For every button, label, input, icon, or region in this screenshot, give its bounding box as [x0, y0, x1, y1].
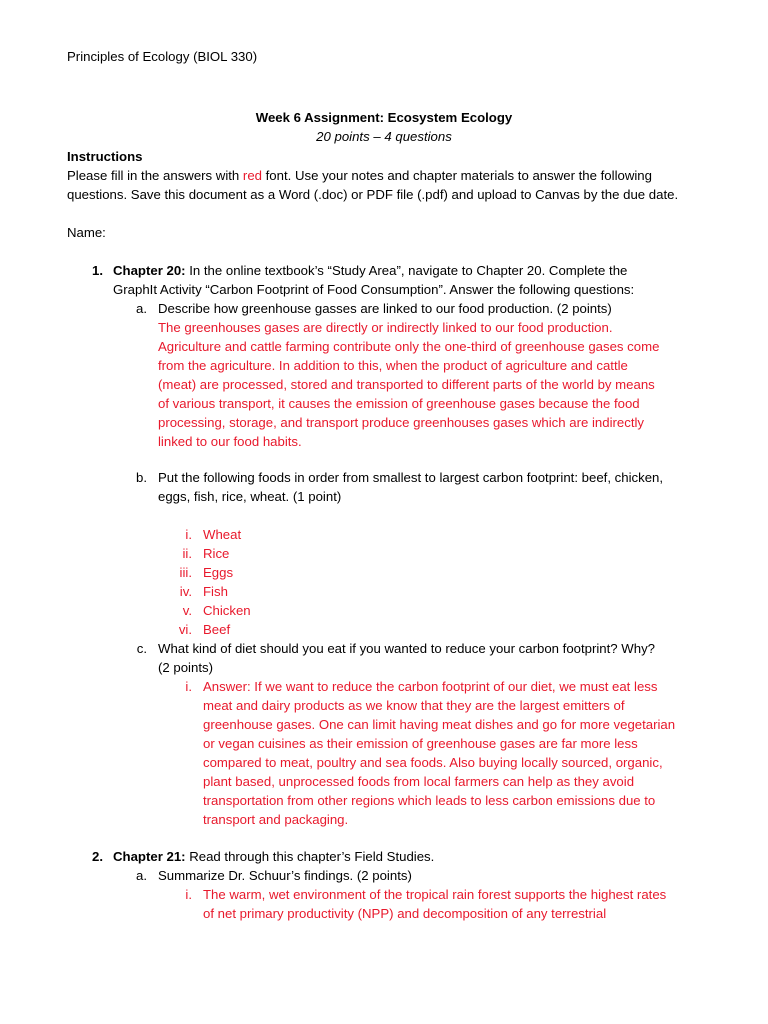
q1b-question-line-1: Put the following foods in order from smallest to largest carbon footprint: beef, chicken, — [158, 470, 664, 485]
q1b-question-line-2: eggs, fish, rice, wheat. (1 point) — [158, 489, 342, 504]
q1b-answer-3: Eggs — [203, 565, 234, 580]
q2a-answer-marker: i. — [185, 887, 192, 902]
instructions-line-1-pre: Please fill in the answers with — [67, 168, 243, 183]
q1c-question-line-2: (2 points) — [158, 660, 213, 675]
q1c-answer-line-7: transportation from other regions which leads to less carbon emissions due to — [203, 793, 656, 808]
q2a-marker: a. — [136, 868, 147, 883]
q1-number: 1. — [92, 263, 103, 278]
assignment-subtitle: 20 points – 4 questions — [316, 129, 452, 144]
q1b-answer-2: Rice — [203, 546, 230, 561]
q1b-answer-marker-3: iii. — [179, 565, 192, 580]
q1b-answer-5: Chicken — [203, 603, 251, 618]
q1c-marker: c. — [136, 641, 147, 656]
q2-number: 2. — [92, 849, 103, 864]
q1c-answer-marker: i. — [185, 679, 192, 694]
q1b-answer-marker-1: i. — [185, 527, 192, 542]
q1c-answer-line-4: or vegan cuisines as their emission of greenhouse gases are far more less — [203, 736, 638, 751]
instructions-line-2: questions. Save this document as a Word (.doc) or PDF file (.pdf) and upload to Canvas by the due date. — [67, 187, 679, 202]
instructions-line-1 — [67, 166, 652, 185]
q1-chapter-label: Chapter 20: — [113, 263, 186, 278]
q2a-answer-line-2: of net primary productivity (NPP) and decomposition of any terrestrial — [203, 906, 607, 921]
q1a-answer-line-4: (meat) are processed, stored and transported to different parts of the world by means — [158, 377, 655, 392]
instructions-line-1-post: font. Use your notes and chapter materials to answer the following — [261, 168, 652, 183]
q1a-answer-line-3: from the agriculture. In addition to this, when the product of agriculture and cattle — [158, 358, 628, 373]
q2-line-1 — [113, 847, 434, 866]
instructions-red-word: red — [242, 168, 262, 183]
name-label: Name: — [67, 225, 106, 240]
q1b-answer-4: Fish — [203, 584, 228, 599]
q1b-marker: b. — [136, 470, 147, 485]
course-header: Principles of Ecology (BIOL 330) — [67, 49, 258, 64]
q1-line-2: GraphIt Activity “Carbon Footprint of Food Consumption”. Answer the following questions: — [113, 282, 635, 297]
q2-chapter-label: Chapter 21: — [113, 849, 186, 864]
q2-line-1-text: Read through this chapter’s Field Studies. — [185, 849, 435, 864]
q1a-question: Describe how greenhouse gasses are linked to our food production. (2 points) — [158, 301, 612, 316]
q1c-question-line-1: What kind of diet should you eat if you wanted to reduce your carbon footprint? Why? — [158, 641, 656, 656]
q1b-answer-marker-4: iv. — [179, 584, 192, 599]
q1b-answer-6: Beef — [203, 622, 231, 637]
q1a-answer-line-7: linked to our food habits. — [158, 434, 302, 449]
q1c-answer-line-6: plant based, unprocessed foods from local farmers can help as they avoid — [203, 774, 635, 789]
instructions-heading: Instructions — [67, 149, 143, 164]
q1c-answer-line-3: greenhouse gases. One can limit having meat dishes and go for more vegetarian — [203, 717, 676, 732]
assignment-title: Week 6 Assignment: Ecosystem Ecology — [255, 110, 513, 125]
q1c-answer-line-5: compared to meat, poultry and sea foods. Also buying locally sourced, organic, — [203, 755, 663, 770]
q1c-answer-line-2: meat and dairy products as we know that they are the largest emitters of — [203, 698, 625, 713]
q2a-answer-line-1: The warm, wet environment of the tropical rain forest supports the highest rates — [203, 887, 667, 902]
q1b-answer-marker-2: ii. — [182, 546, 192, 561]
q1b-answer-marker-6: vi. — [178, 622, 192, 637]
q1b-answer-marker-5: v. — [182, 603, 192, 618]
q1b-answer-1: Wheat — [203, 527, 242, 542]
q1a-marker: a. — [136, 301, 147, 316]
q1a-answer-line-1: The greenhouses gases are directly or indirectly linked to our food production. — [158, 320, 613, 335]
q1-line-1 — [113, 261, 627, 280]
q1c-answer-line-8: transport and packaging. — [203, 812, 349, 827]
q1a-answer-line-5: of various transport, it causes the emission of greenhouse gases because the food — [158, 396, 640, 411]
q1a-answer-line-2: Agriculture and cattle farming contribute only the one-third of greenhouse gases come — [158, 339, 660, 354]
q1c-answer-line-1: Answer: If we want to reduce the carbon footprint of our diet, we must eat less — [203, 679, 658, 694]
q1a-answer-line-6: processing, storage, and transport produce greenhouses gases which are indirectly — [158, 415, 645, 430]
q1-line-1-text: In the online textbook’s “Study Area”, navigate to Chapter 20. Complete the — [185, 263, 628, 278]
q2a-question: Summarize Dr. Schuur’s findings. (2 points) — [158, 868, 412, 883]
